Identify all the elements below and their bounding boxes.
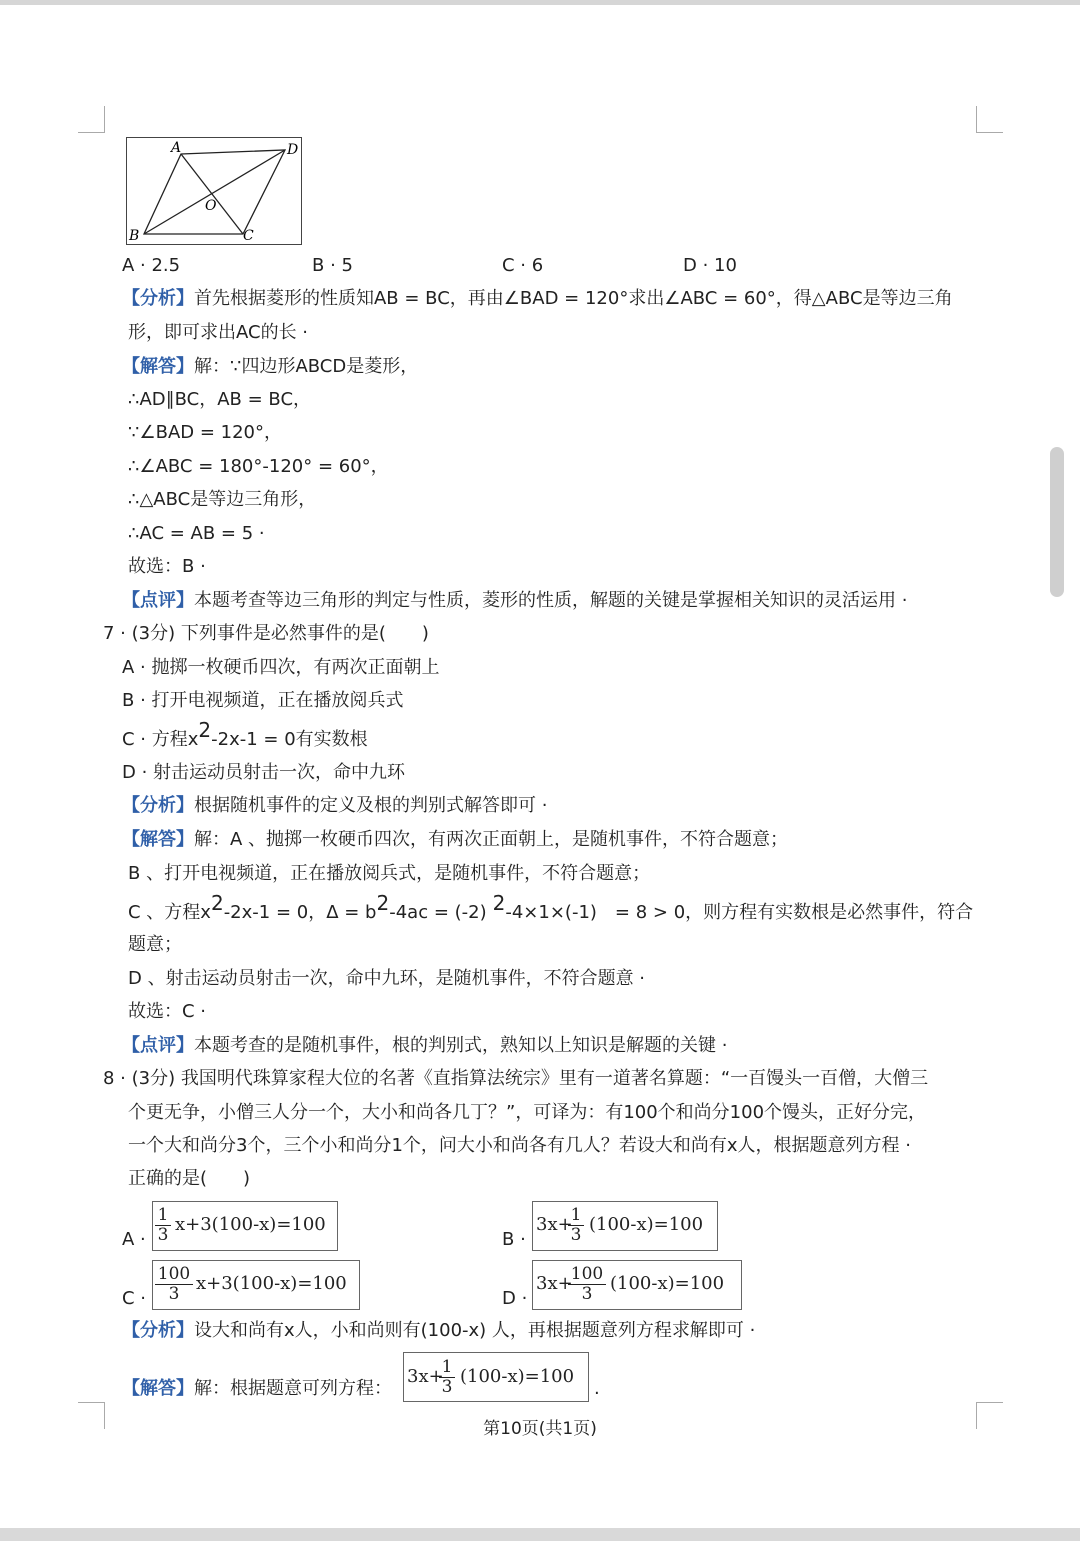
q6-answer-line-6: ∴AC = AB = 5 · [128,523,265,544]
q7-answer-line-2: B 、打开电视频道，正在播放阅兵式，是随机事件，不符合题意； [128,863,651,884]
q7-option-c-sup: 2 [198,718,212,742]
q6-answer-line-1: 解：∵四边形ABCD是菱形， [194,356,419,377]
numerator: 1 [157,1205,169,1225]
q7-a3-part: -4×1×(-1) = 8 > 0，则方程有实数根是必然事件，符合 [505,902,974,923]
q8-option-d-equation [532,1260,742,1310]
q8-option-d-label: D · [502,1288,528,1309]
label-a: A [171,140,182,156]
vertical-scrollbar-thumb[interactable] [1050,447,1064,597]
q8-answer-end: . [594,1378,600,1399]
q8-option-c-label: C · [122,1288,147,1309]
fraction [155,1266,193,1303]
q7-answer-line-3 [128,891,974,925]
q7-a3-sup: 2 [376,891,390,915]
denominator: 3 [168,1284,180,1304]
q8-stem-line-3: 一个大和尚分3个，三个小和尚分1个，问大小和尚各有几人？若设大和尚有x人，根据题意列方程 · [128,1135,911,1156]
q6-analysis [122,287,953,311]
q8-answer-equation [403,1352,589,1402]
q8-answer [122,1377,392,1401]
rhombus-figure [126,137,302,245]
q8-option-c-equation [152,1260,360,1310]
q7-a3-part: -4ac = (-2) [389,902,487,923]
q8-option-b-label: B · [502,1229,526,1250]
equation-rest: x+3(100-x)=100 [196,1273,347,1294]
q6-answer-line-5: ∴△ABC是等边三角形， [128,489,317,510]
q8-analysis-text: 设大和尚有x人，小和尚则有(100-x) 人，再根据题意列方程求解即可 · [194,1320,756,1341]
q7-comment [122,1034,727,1058]
q7-a3-part: -2x-1 = 0，Δ = b [223,902,377,923]
q6-comment-text: 本题考查等边三角形的判定与性质，菱形的性质，解题的关键是掌握相关知识的灵活运用 · [194,590,908,611]
q8-stem-line-2: 个更无争，小僧三人分一个，大小和尚各几丁？”，可译为：有100个和尚分100个馒头，正好分完， [128,1102,927,1123]
q7-choice: 故选：C · [128,1001,207,1022]
q6-option-b: B · 5 [312,255,353,276]
q7-option-c-pre: C · 方程x [122,729,199,750]
analysis-tag: 【分析】 [122,1320,194,1341]
fraction [568,1207,584,1244]
q7-a3-sup: 2 [492,891,506,915]
q6-analysis-text-2: 形，即可求出AC的长 · [128,322,309,343]
q6-choice: 故选：B · [128,556,206,577]
fraction [155,1207,171,1244]
q7-a3-part: C 、方程x [128,902,211,923]
q7-analysis-text: 根据随机事件的定义及根的判别式解答即可 · [194,795,548,816]
comment-tag: 【点评】 [122,1035,194,1056]
denominator: 3 [581,1284,593,1304]
q7-a3-sup: 2 [210,891,224,915]
numerator: 100 [570,1264,604,1284]
denominator: 3 [570,1225,582,1245]
q7-answer-line-5: D 、射击运动员射击一次，命中九环，是随机事件，不符合题意 · [128,968,646,989]
equation-pre: 3x+ [536,1273,573,1294]
q6-answer-line-3: ∵∠BAD = 120°， [128,422,282,443]
answer-tag: 【解答】 [122,829,194,850]
top-edge-bar [0,0,1080,5]
q8-answer-text: 解：根据题意可列方程： [194,1378,392,1399]
q7-stem: 7 · (3分) 下列事件是必然事件的是( ) [103,623,429,644]
q6-option-a: A · 2.5 [122,255,181,276]
q6-option-c: C · 6 [502,255,544,276]
q6-answer [122,355,418,379]
equation-pre: 3x+ [536,1214,573,1235]
rhombus-diagram [127,138,301,244]
denominator: 3 [157,1225,169,1245]
bottom-edge-bar [0,1528,1080,1541]
q8-analysis [122,1319,755,1343]
page-footer: 第10页(共1页) [483,1419,597,1439]
label-o: O [205,198,217,214]
answer-tag: 【解答】 [122,356,194,377]
equation-rest: x+3(100-x)=100 [175,1214,326,1235]
q7-option-c [122,718,368,752]
crop-mark-top-right [976,106,1003,133]
fraction [568,1266,606,1303]
answer-tag: 【解答】 [122,1378,194,1399]
q7-answer-line-4: 题意； [128,934,182,955]
equation-rest: (100-x)=100 [589,1214,704,1235]
label-d: D [287,142,299,158]
q7-option-c-post: -2x-1 = 0有实数根 [211,729,368,750]
q7-option-b: B · 打开电视频道，正在播放阅兵式 [122,690,404,711]
q8-stem-line-1: 8 · (3分) 我国明代珠算家程大位的名著《直指算法统宗》里有一道著名算题：“一百馒头一百僧，大僧三 [103,1068,929,1089]
q6-comment [122,589,907,613]
q6-answer-line-2: ∴AD∥BC，AB = BC， [128,389,312,410]
numerator: 1 [441,1357,453,1377]
crop-mark-top-left [78,106,105,133]
analysis-tag: 【分析】 [122,795,194,816]
q8-stem-line-4: 正确的是( ) [128,1168,251,1189]
q7-answer-line-1: 解：A 、抛掷一枚硬币四次，有两次正面朝上，是随机事件，不符合题意； [194,829,789,850]
q6-answer-line-4: ∴∠ABC = 180°-120° = 60°， [128,456,389,477]
comment-tag: 【点评】 [122,590,194,611]
equation-rest: (100-x)=100 [460,1366,575,1387]
equation-pre: 3x+ [407,1366,444,1387]
q8-option-a-equation [152,1201,338,1251]
numerator: 1 [570,1205,582,1225]
q8-option-b-equation [532,1201,718,1251]
numerator: 100 [157,1264,191,1284]
q7-answer [122,828,788,852]
q6-analysis-text-1: 首先根据菱形的性质知AB = BC，再由∠BAD = 120°求出∠ABC = 60°，得△ABC是等边三角 [194,288,953,309]
q8-option-a-label: A · [122,1229,146,1250]
q6-option-d: D · 10 [683,255,737,276]
q7-analysis [122,794,547,818]
denominator: 3 [441,1377,453,1397]
label-c: C [243,228,254,244]
equation-rest: (100-x)=100 [610,1273,725,1294]
q7-comment-text: 本题考查的是随机事件，根的判别式，熟知以上知识是解题的关键 · [194,1035,728,1056]
analysis-tag: 【分析】 [122,288,194,309]
q7-option-a: A · 抛掷一枚硬币四次，有两次正面朝上 [122,657,440,678]
label-b: B [129,228,140,244]
q7-option-d: D · 射击运动员射击一次，命中九环 [122,762,406,783]
fraction [439,1359,455,1396]
